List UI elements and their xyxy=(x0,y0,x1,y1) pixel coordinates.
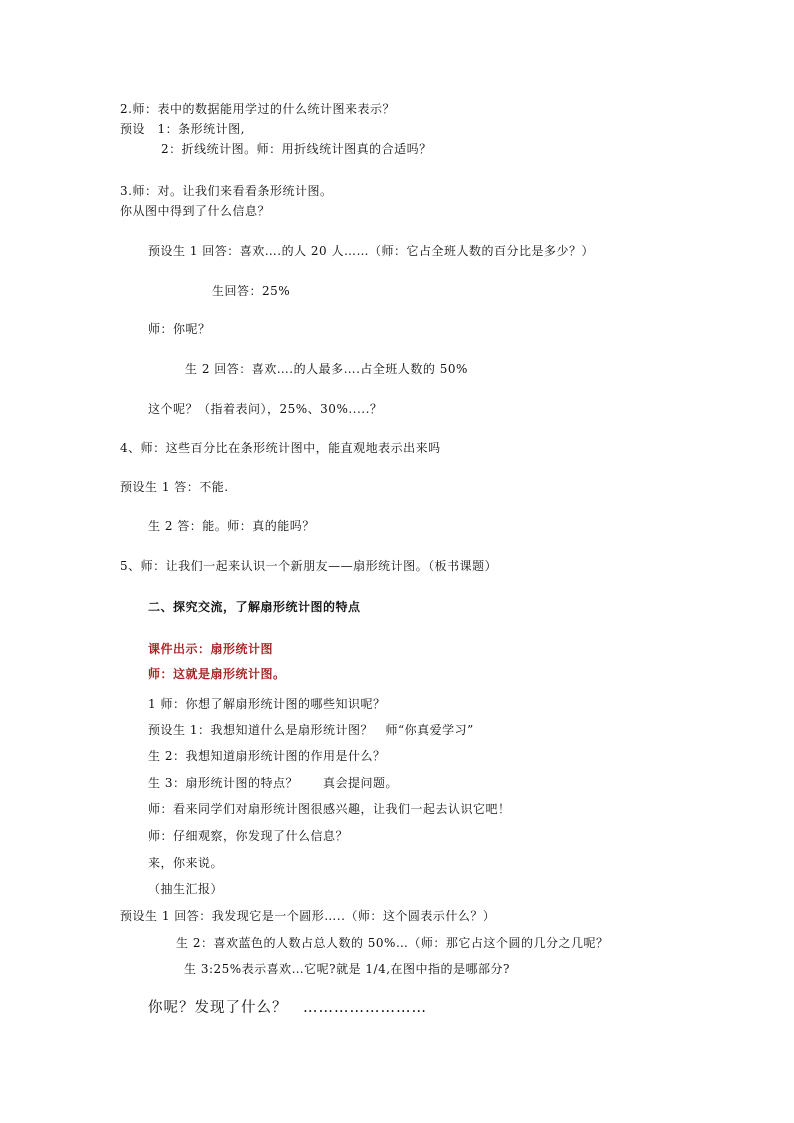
paragraph-line: 3.师：对。让我们来看看条形统计图。 xyxy=(120,184,333,198)
paragraph-line: 你从图中得到了什么信息？ xyxy=(120,204,271,218)
paragraph-line: 生 2：我想知道扇形统计图的作用是什么？ xyxy=(148,749,386,763)
courseware-label: 课件出示：扇形统计图 xyxy=(148,642,274,656)
paragraph-line: 5、师：让我们一起来认识一个新朋友——扇形统计图。（板书课题） xyxy=(120,559,498,573)
closing-question: 你呢？发现了什么？ …………………… xyxy=(148,1000,427,1016)
paragraph-line: 生 2：喜欢蓝色的人数占总人数的 50%…（师：那它占这个圆的几分之几呢？ xyxy=(176,936,609,950)
paragraph-line: 生 3：扇形统计图的特点？ 真会提问题。 xyxy=(148,776,398,790)
paragraph-line: 预设生 1 回答：喜欢….的人 20 人……（师：它占全班人数的百分比是多少？） xyxy=(148,244,594,258)
paragraph-line: 1 师：你想了解扇形统计图的哪些知识呢？ xyxy=(148,697,386,711)
paragraph-line: 生回答：25% xyxy=(212,284,291,298)
paragraph-line: 2：折线统计图。师：用折线统计图真的合适吗？ xyxy=(161,142,432,156)
paragraph-line: 师：仔细观察，你发现了什么信息？ xyxy=(148,829,349,843)
teacher-statement-highlight: 师：这就是扇形统计图。 xyxy=(148,667,286,681)
section-heading: 二、探究交流，了解扇形统计图的特点 xyxy=(148,600,361,614)
paragraph-line: 来，你来说。 xyxy=(148,856,224,870)
paragraph-line: 预设生 1 回答：我发现它是一个圆形…..（师：这个圆表示什么？） xyxy=(120,909,496,923)
paragraph-line: 生 2 答：能。师：真的能吗？ xyxy=(148,519,315,533)
paragraph-line: （抽生汇报） xyxy=(148,882,224,896)
paragraph-line: 这个呢？（指着表问），25%、30%.....？ xyxy=(148,402,383,416)
paragraph-line: 2.师：表中的数据能用学过的什么统计图来表示？ xyxy=(120,102,395,116)
paragraph-line: 4、师：这些百分比在条形统计图中，能直观地表示出来吗 xyxy=(120,441,441,455)
paragraph-line: 预设生 1 答：不能. xyxy=(120,480,229,494)
paragraph-line: 预设生 1：我想知道什么是扇形统计图？ 师“你真爱学习” xyxy=(148,723,474,737)
paragraph-line: 师：你呢？ xyxy=(148,322,211,336)
paragraph-line: 生 3:25%表示喜欢…它呢?就是 1/4,在图中指的是哪部分? xyxy=(184,962,510,976)
paragraph-line: 生 2 回答：喜欢….的人最多….占全班人数的 50% xyxy=(185,362,468,376)
paragraph-line: 师：看来同学们对扇形统计图很感兴趣，让我们一起去认识它吧！ xyxy=(148,802,511,816)
paragraph-line: 预设 1：条形统计图, xyxy=(120,122,245,136)
